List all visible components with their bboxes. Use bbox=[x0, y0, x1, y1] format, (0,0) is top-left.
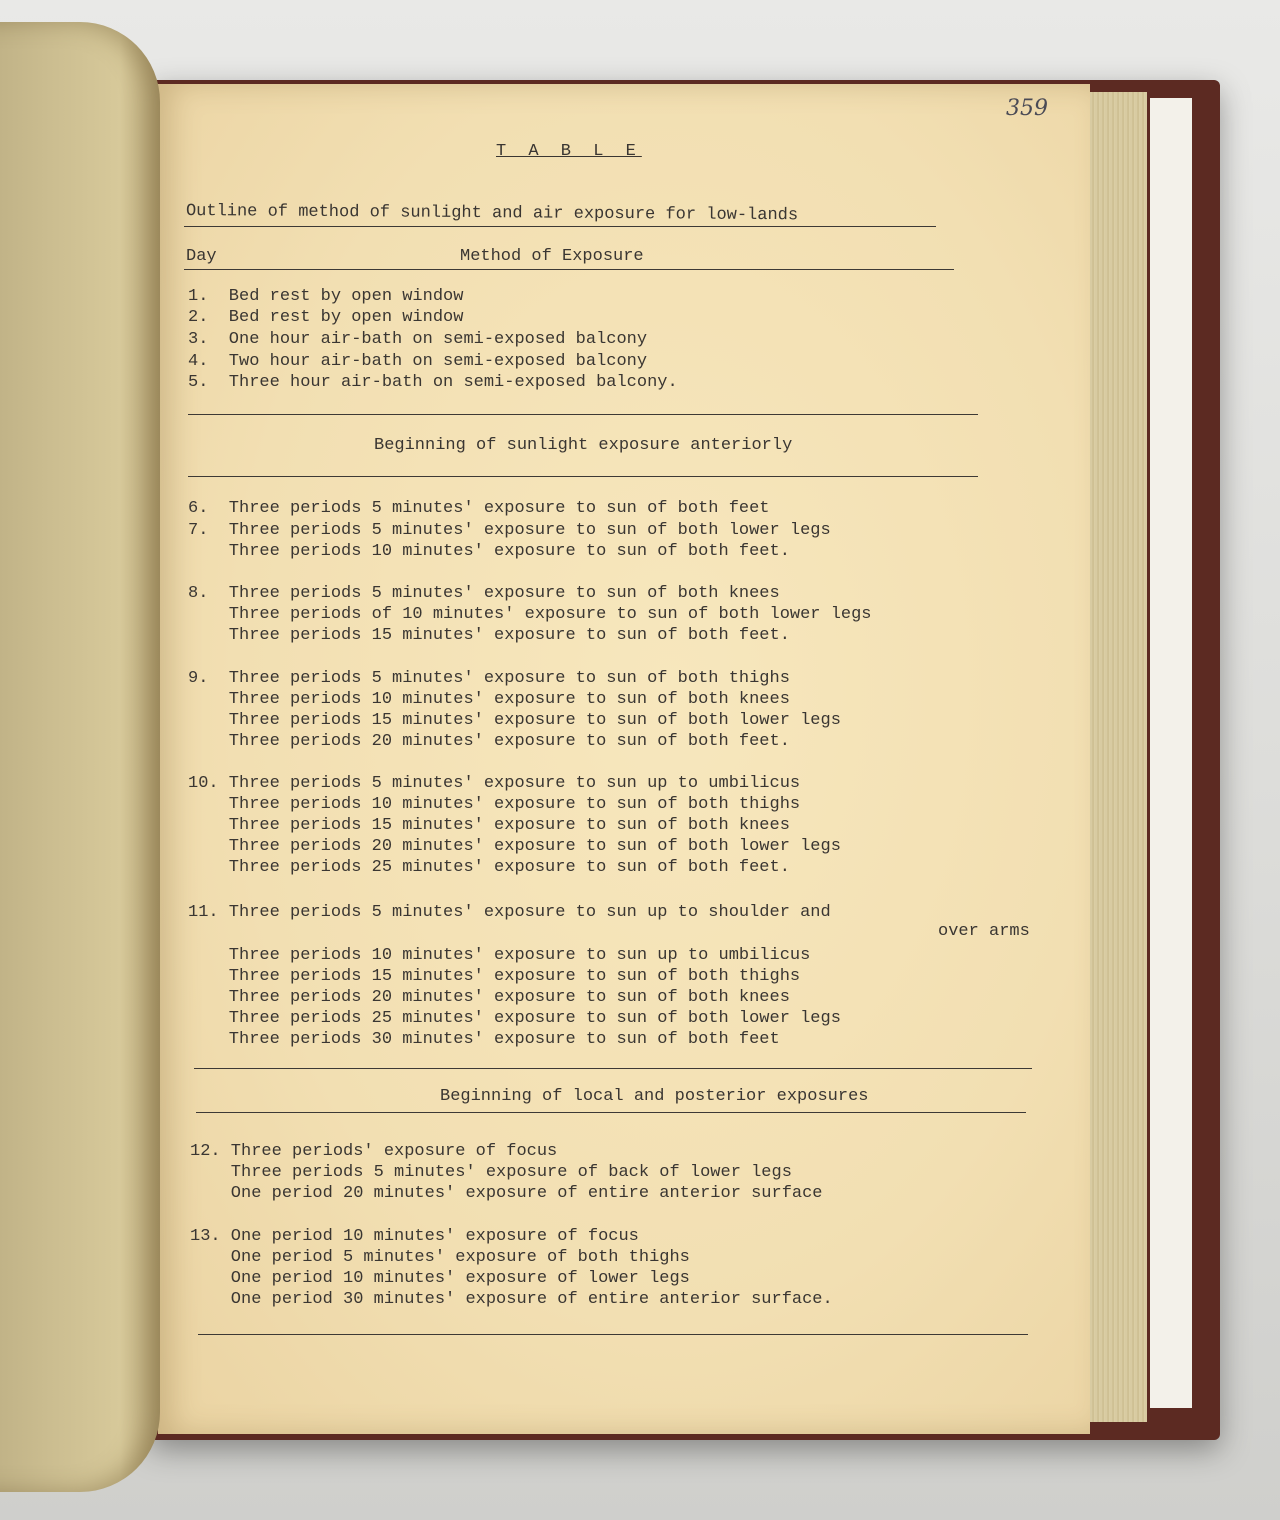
column-header-method: Method of Exposure bbox=[460, 247, 644, 266]
table-row: One period 10 minutes' exposure of lower legs bbox=[190, 1269, 690, 1288]
table-row: 3. One hour air-bath on semi-exposed balcony bbox=[188, 330, 648, 349]
section-rule bbox=[188, 414, 978, 415]
table-row: Three periods 5 minutes' exposure of back of lower legs bbox=[190, 1163, 792, 1182]
table-row: 2. Bed rest by open window bbox=[188, 308, 464, 327]
table-row: Three periods 25 minutes' exposure to sun of both lower legs bbox=[188, 1009, 841, 1028]
table-subtitle: Outline of method of sunlight and air exposure for low-lands bbox=[185, 202, 799, 226]
table-row: Three periods 30 minutes' exposure to sun of both feet bbox=[188, 1030, 780, 1049]
table-row: Three periods of 10 minutes' exposure to sun of both lower legs bbox=[188, 605, 872, 624]
endpaper bbox=[1150, 98, 1192, 1408]
table-row: 7. Three periods 5 minutes' exposure to sun of both lower legs bbox=[188, 521, 831, 540]
table-row: 5. Three hour air-bath on semi-exposed balcony. bbox=[188, 373, 678, 392]
table-row: Three periods 20 minutes' exposure to sun of both feet. bbox=[188, 732, 790, 751]
table-row: 13. One period 10 minutes' exposure of focus bbox=[190, 1227, 639, 1246]
subtitle-rule bbox=[184, 226, 936, 227]
page-title: T A B L E bbox=[496, 142, 642, 161]
table-row: 12. Three periods' exposure of focus bbox=[190, 1142, 558, 1161]
section-rule bbox=[196, 1112, 1026, 1113]
table-row: 6. Three periods 5 minutes' exposure to sun of both feet bbox=[188, 499, 770, 518]
section-heading: Beginning of sunlight exposure anteriorly bbox=[374, 436, 793, 455]
table-row: Three periods 20 minutes' exposure to sun of both lower legs bbox=[188, 837, 841, 856]
table-row: 8. Three periods 5 minutes' exposure to sun of both knees bbox=[188, 584, 780, 603]
table-row: 4. Two hour air-bath on semi-exposed balcony bbox=[188, 352, 648, 371]
table-row-continuation: over arms bbox=[938, 922, 1030, 941]
column-header-day: Day bbox=[186, 247, 217, 266]
document-page bbox=[158, 84, 1090, 1434]
table-row: Three periods 15 minutes' exposure to sun of both lower legs bbox=[188, 711, 841, 730]
table-row: Three periods 20 minutes' exposure to sun of both knees bbox=[188, 988, 790, 1007]
page-number: 359 bbox=[1006, 96, 1048, 121]
section-heading: Beginning of local and posterior exposures bbox=[440, 1087, 869, 1106]
table-row: Three periods 10 minutes' exposure to sun of both thighs bbox=[188, 795, 801, 814]
table-row: Three periods 15 minutes' exposure to sun of both thighs bbox=[188, 967, 801, 986]
header-rule bbox=[184, 269, 954, 270]
table-row: 9. Three periods 5 minutes' exposure to sun of both thighs bbox=[188, 669, 790, 688]
table-row: 1. Bed rest by open window bbox=[188, 287, 464, 306]
table-row: One period 30 minutes' exposure of entire anterior surface. bbox=[190, 1290, 833, 1309]
table-row: One period 20 minutes' exposure of entire anterior surface bbox=[190, 1184, 823, 1203]
table-row: One period 5 minutes' exposure of both thighs bbox=[190, 1248, 690, 1267]
table-row: 11. Three periods 5 minutes' exposure to sun up to shoulder and bbox=[188, 903, 831, 922]
table-row: Three periods 15 minutes' exposure to sun of both feet. bbox=[188, 626, 790, 645]
page-edges bbox=[1085, 92, 1147, 1422]
section-rule bbox=[194, 1068, 1032, 1069]
section-rule bbox=[198, 1334, 1028, 1335]
facing-page bbox=[0, 22, 160, 1492]
table-row: Three periods 15 minutes' exposure to sun of both knees bbox=[188, 816, 790, 835]
table-row: Three periods 25 minutes' exposure to sun of both feet. bbox=[188, 858, 790, 877]
table-row: 10. Three periods 5 minutes' exposure to sun up to umbilicus bbox=[188, 774, 801, 793]
table-row: Three periods 10 minutes' exposure to sun up to umbilicus bbox=[188, 946, 811, 965]
section-rule bbox=[188, 476, 978, 477]
table-row: Three periods 10 minutes' exposure to sun of both feet. bbox=[188, 542, 790, 561]
table-row: Three periods 10 minutes' exposure to sun of both knees bbox=[188, 690, 790, 709]
